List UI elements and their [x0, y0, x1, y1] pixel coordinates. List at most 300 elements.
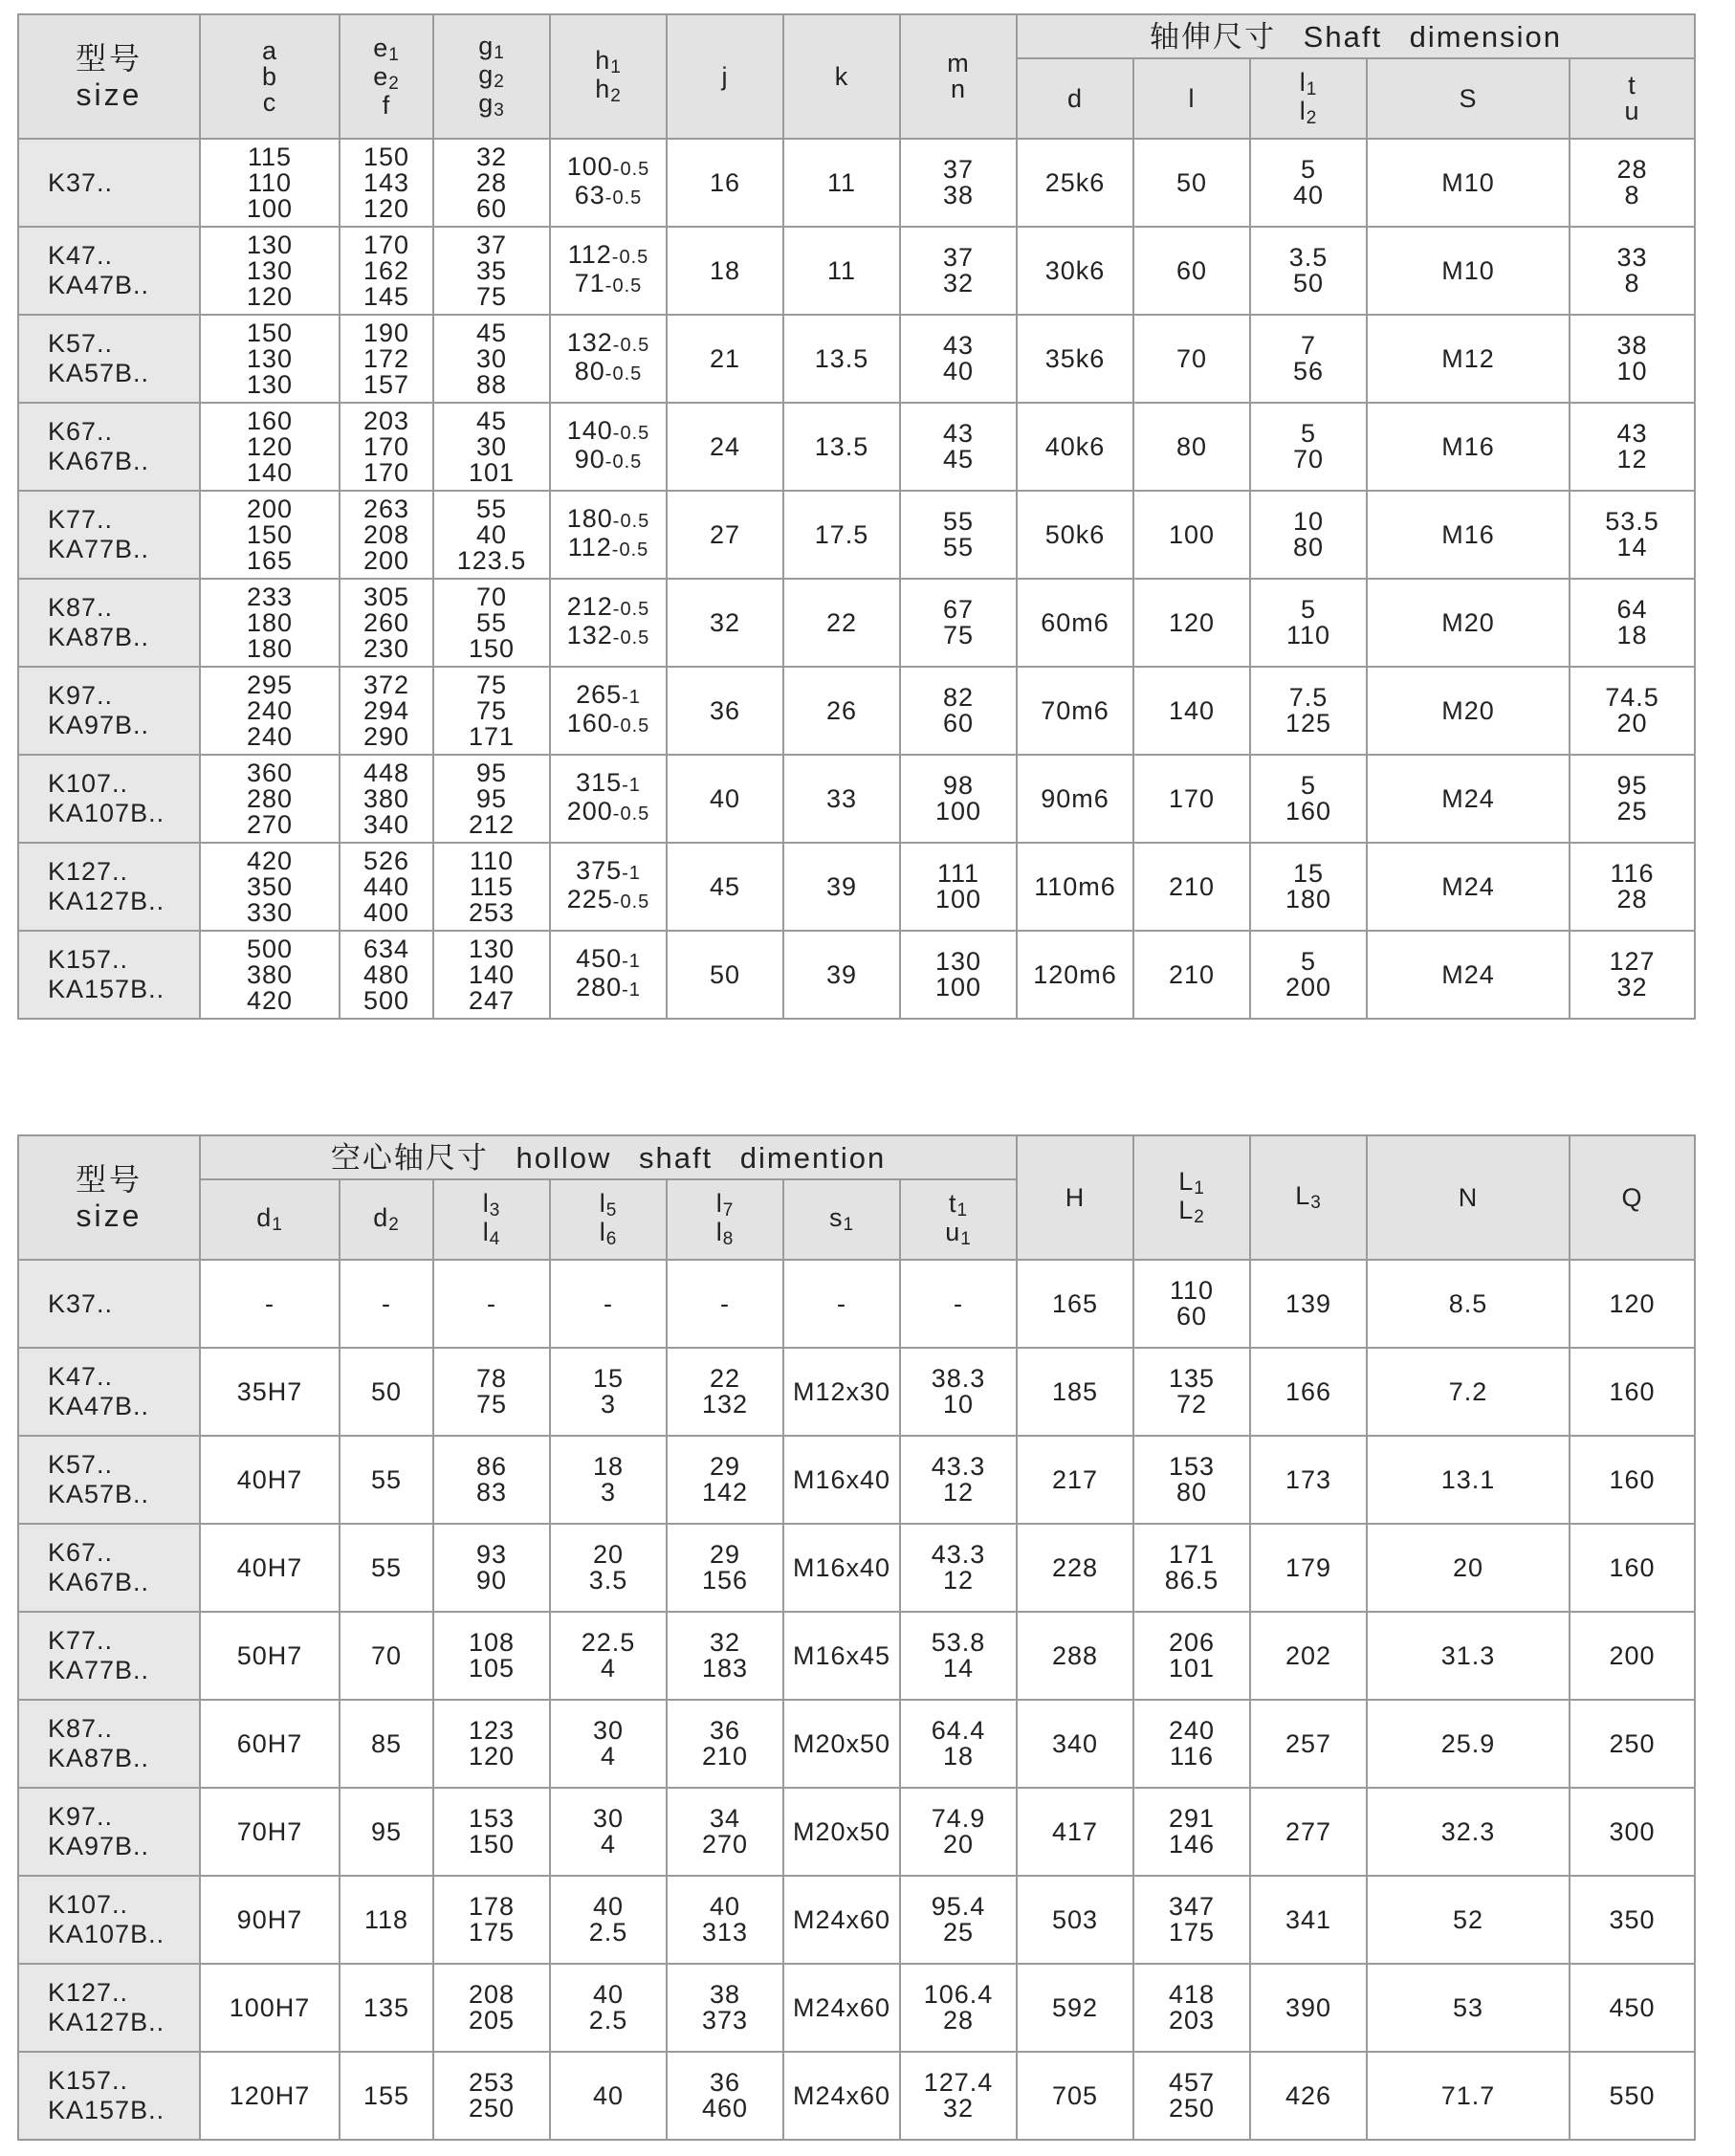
cell-l12-value: 5: [1300, 595, 1317, 624]
header-symbol: b: [261, 61, 278, 91]
cell-abc-value: 295: [246, 670, 294, 699]
header-symbol: $L_1$: [1178, 1167, 1205, 1199]
cell-tu: [1570, 579, 1695, 667]
cell-abc: [200, 579, 340, 667]
cell-s1-value: M24x60: [792, 2080, 891, 2110]
cell-s1: [783, 1788, 900, 1876]
cell-Q-value: 350: [1609, 1904, 1656, 1934]
cell-abc-value: 240: [246, 695, 294, 725]
cell-L3-value: 173: [1285, 1464, 1332, 1494]
header-ef: [340, 14, 433, 139]
cell-abc-value: 240: [246, 721, 294, 751]
cell-L12: [1133, 1260, 1250, 1348]
header-j: j: [667, 14, 783, 139]
cell-L3: [1250, 1876, 1367, 1964]
cell-l78: [667, 1260, 783, 1348]
cell-d1: [200, 1700, 340, 1788]
header-abc: [200, 14, 340, 139]
cell-l12: [1250, 755, 1367, 843]
cell-L3-value: 179: [1285, 1552, 1332, 1582]
cell-l12: [1250, 667, 1367, 755]
cell-mn: [900, 491, 1017, 579]
cell-l78: [667, 1700, 783, 1788]
cell-s-value: M12: [1441, 343, 1495, 373]
header-d: d: [1017, 58, 1133, 139]
cell-model: [18, 403, 200, 491]
cell-d: [1017, 755, 1133, 843]
cell-abc-value: 360: [246, 758, 294, 787]
cell-Q: [1570, 1436, 1695, 1524]
cell-s: [1367, 931, 1570, 1019]
cell-l78-value: 36: [709, 1716, 741, 1745]
cell-h-value: 315-1: [576, 768, 641, 797]
cell-tu-value: 74.5: [1605, 683, 1659, 712]
table-row: [18, 579, 1695, 667]
cell-mn-value: 98: [942, 771, 975, 800]
cell-d1-value: 90H7: [236, 1904, 303, 1934]
cell-s: [1367, 843, 1570, 931]
cell-Q: [1570, 1964, 1695, 2052]
header-size-cn: 型号: [75, 1162, 143, 1197]
cell-model-value: KA77B..: [48, 535, 150, 563]
cell-mn-value: 75: [942, 621, 975, 649]
cell-H: [1017, 1788, 1133, 1876]
cell-k: [783, 139, 900, 227]
cell-Q-value: 120: [1609, 1288, 1656, 1318]
cell-ef-value: 380: [362, 783, 410, 813]
cell-d2-value: 50: [370, 1376, 403, 1406]
cell-tu-value: 127: [1609, 947, 1656, 976]
cell-H: [1017, 1524, 1133, 1612]
cell-tu1-value: 106.4: [923, 1980, 994, 2009]
cell-l78-value: 29: [709, 1452, 741, 1481]
cell-g-value: 75: [475, 695, 508, 725]
cell-L12: [1133, 1876, 1250, 1964]
cell-d1-value: 60H7: [236, 1728, 303, 1758]
cell-g-value: 123.5: [456, 545, 527, 575]
header-symbol: f: [382, 90, 391, 120]
cell-mn: [900, 315, 1017, 403]
cell-L12-value: 135: [1169, 1364, 1216, 1393]
cell-g-value: 75: [475, 281, 508, 311]
header-symbol: $l_4$: [482, 1218, 501, 1249]
cell-s-value: M24: [1441, 783, 1495, 813]
cell-N: [1367, 1876, 1570, 1964]
cell-g-value: 140: [468, 959, 516, 989]
cell-l56: [550, 2052, 667, 2140]
cell-model-value: K87..: [48, 593, 114, 622]
cell-tu: [1570, 667, 1695, 755]
cell-tu1-value: 43.3: [931, 1452, 986, 1481]
cell-g-value: 70: [475, 582, 508, 611]
cell-abc: [200, 667, 340, 755]
cell-tu-value: 18: [1616, 621, 1648, 649]
cell-h: [550, 403, 667, 491]
table-row: [18, 1436, 1695, 1524]
cell-mn-value: 100: [934, 797, 982, 825]
cell-s1: [783, 1436, 900, 1524]
header-symbol: $l_7$: [715, 1189, 735, 1221]
cell-l: [1133, 403, 1250, 491]
cell-g: [433, 579, 550, 667]
cell-L12-value: 116: [1170, 1742, 1215, 1771]
cell-mn: [900, 667, 1017, 755]
cell-l12-value: 5: [1300, 419, 1317, 448]
cell-ef-value: 150: [362, 142, 410, 171]
cell-l12-value: 80: [1292, 533, 1325, 561]
shaft-dimension-table: [17, 13, 1696, 1020]
cell-L3: [1250, 1436, 1367, 1524]
cell-l-value: 70: [1175, 343, 1208, 373]
cell-j-value: 18: [709, 255, 741, 285]
cell-d2: [340, 1260, 433, 1348]
cell-l: [1133, 579, 1250, 667]
cell-d1-value: 50H7: [236, 1640, 303, 1670]
header-d2: $d_2$: [340, 1179, 433, 1260]
table-row: [18, 315, 1695, 403]
cell-l78: [667, 1788, 783, 1876]
cell-h-value: 80-0.5: [574, 357, 643, 385]
cell-d: [1017, 491, 1133, 579]
cell-model-value: K77..: [48, 1626, 114, 1655]
cell-H: [1017, 1436, 1133, 1524]
cell-s1-value: M24x60: [792, 1904, 891, 1934]
cell-tu: [1570, 315, 1695, 403]
cell-L3: [1250, 1700, 1367, 1788]
cell-ef-value: 263: [362, 494, 410, 523]
header-symbol: c: [262, 87, 277, 117]
header-symbol: $l_8$: [715, 1218, 735, 1249]
cell-g-value: 45: [475, 318, 508, 347]
cell-k-value: 11: [826, 167, 857, 197]
cell-tu-value: 28: [1616, 155, 1648, 184]
cell-l34-value: -: [487, 1288, 496, 1318]
cell-mn-value: 100: [934, 885, 982, 913]
cell-L3-value: 166: [1285, 1376, 1332, 1406]
cell-l34-value: 253: [468, 2068, 516, 2097]
cell-H: [1017, 1964, 1133, 2052]
table-row: [18, 1788, 1695, 1876]
cell-l12-value: 200: [1285, 973, 1332, 1001]
cell-l-value: 210: [1168, 871, 1216, 901]
table-row: [18, 227, 1695, 315]
cell-tu1: [900, 1876, 1017, 1964]
cell-mn-value: 40: [942, 357, 975, 385]
cell-k: [783, 227, 900, 315]
cell-k: [783, 843, 900, 931]
cell-l34-value: 153: [468, 1804, 516, 1833]
cell-g-value: 95: [475, 758, 508, 787]
cell-model: [18, 755, 200, 843]
cell-l56-value: 2.5: [588, 2006, 628, 2035]
cell-tu: [1570, 403, 1695, 491]
cell-L3: [1250, 2052, 1367, 2140]
cell-d2: [340, 1876, 433, 1964]
cell-H: [1017, 1700, 1133, 1788]
cell-d-value: 120m6: [1033, 959, 1117, 989]
cell-l78-value: 36: [709, 2068, 741, 2097]
header-hollow-group-cn: 空心轴尺寸: [330, 1140, 489, 1175]
cell-g-value: 110: [469, 846, 515, 875]
cell-tu-value: 8: [1624, 181, 1640, 209]
cell-l34: [433, 1700, 550, 1788]
cell-l56: [550, 1876, 667, 1964]
cell-abc-value: 130: [246, 343, 294, 373]
cell-s: [1367, 491, 1570, 579]
cell-model-value: K97..: [48, 681, 114, 710]
cell-j: [667, 843, 783, 931]
cell-h-value: 90-0.5: [574, 445, 643, 473]
cell-ef: [340, 755, 433, 843]
cell-d2: [340, 2052, 433, 2140]
cell-j-value: 32: [709, 607, 741, 637]
cell-abc-value: 380: [246, 959, 294, 989]
cell-L3-value: 390: [1285, 1992, 1332, 2022]
cell-N: [1367, 1700, 1570, 1788]
cell-k-value: 17.5: [814, 519, 869, 549]
cell-L12-value: 146: [1169, 1830, 1216, 1859]
cell-s1-value: M16x45: [792, 1640, 891, 1670]
cell-abc: [200, 139, 340, 227]
cell-l78-value: 156: [701, 1566, 749, 1595]
cell-l12-value: 160: [1285, 797, 1332, 825]
cell-l56-value: 40: [592, 1892, 625, 1921]
cell-d2-value: -: [382, 1288, 391, 1318]
cell-model-value: K127..: [48, 857, 129, 886]
cell-g-value: 88: [475, 369, 508, 399]
cell-Q: [1570, 1788, 1695, 1876]
cell-mn-value: 45: [942, 445, 975, 473]
cell-ef-value: 230: [362, 633, 410, 663]
cell-tu1-value: 64.4: [931, 1716, 986, 1745]
cell-s: [1367, 403, 1570, 491]
header-symbol: a: [261, 35, 278, 65]
cell-Q: [1570, 1260, 1695, 1348]
cell-model: [18, 1436, 200, 1524]
cell-ef: [340, 491, 433, 579]
cell-s-value: M10: [1441, 255, 1495, 285]
cell-ef: [340, 139, 433, 227]
cell-l78: [667, 1348, 783, 1436]
cell-l12-value: 5: [1300, 155, 1317, 184]
cell-model-value: K107..: [48, 769, 129, 798]
cell-ef-value: 200: [362, 545, 410, 575]
header-l56: [550, 1179, 667, 1260]
cell-l34: [433, 1260, 550, 1348]
cell-abc-value: 330: [246, 897, 294, 927]
cell-s1: [783, 1260, 900, 1348]
cell-Q: [1570, 1876, 1695, 1964]
cell-tu-value: 20: [1616, 709, 1648, 737]
cell-abc-value: 130: [246, 230, 294, 259]
cell-H-value: 705: [1052, 2080, 1099, 2110]
cell-l56-value: 3.5: [588, 1566, 628, 1595]
cell-k: [783, 755, 900, 843]
cell-abc-value: 160: [246, 406, 294, 435]
header-symbol: $h_1$: [595, 46, 622, 77]
cell-L12-value: 80: [1176, 1478, 1208, 1507]
cell-l34-value: 205: [468, 2006, 516, 2035]
cell-l12-value: 56: [1292, 357, 1325, 385]
cell-l78: [667, 1524, 783, 1612]
cell-l56: [550, 1260, 667, 1348]
cell-model: [18, 1964, 200, 2052]
cell-L12-value: 171: [1169, 1540, 1216, 1569]
header-tu: [1570, 58, 1695, 139]
cell-H: [1017, 1612, 1133, 1700]
cell-abc-value: 150: [246, 318, 294, 347]
cell-tu1-value: 28: [943, 2006, 975, 2035]
cell-j: [667, 403, 783, 491]
cell-abc-value: 140: [246, 457, 294, 487]
header-symbol: $e_1$: [373, 33, 400, 65]
cell-ef: [340, 315, 433, 403]
cell-abc-value: 270: [246, 809, 294, 839]
cell-l12-value: 7: [1300, 331, 1317, 360]
cell-j-value: 36: [709, 695, 741, 725]
cell-h: [550, 315, 667, 403]
table-row: [18, 1348, 1695, 1436]
header-size-cn: 型号: [75, 41, 143, 76]
cell-tu1: [900, 1348, 1017, 1436]
cell-h-value: 265-1: [576, 680, 641, 709]
header-size-en: size: [76, 1199, 143, 1233]
cell-l34-value: 93: [475, 1540, 508, 1569]
cell-g: [433, 491, 550, 579]
cell-mn-value: 100: [934, 973, 982, 1001]
cell-ef-value: 400: [362, 897, 410, 927]
cell-tu1-value: 127.4: [923, 2068, 994, 2097]
cell-abc-value: 200: [246, 494, 294, 523]
cell-g: [433, 403, 550, 491]
cell-g-value: 75: [475, 670, 508, 699]
cell-d2-value: 118: [363, 1904, 409, 1934]
cell-l: [1133, 315, 1250, 403]
cell-h-value: 140-0.5: [566, 416, 650, 445]
cell-ef-value: 340: [362, 809, 410, 839]
cell-l34-value: 123: [468, 1716, 516, 1745]
cell-j-value: 45: [709, 871, 741, 901]
cell-d2-value: 55: [370, 1464, 403, 1494]
cell-d-value: 25k6: [1044, 167, 1106, 197]
cell-l78-value: 183: [701, 1654, 749, 1683]
cell-abc-value: 420: [246, 985, 294, 1015]
cell-l12-value: 125: [1285, 709, 1332, 737]
cell-l78-value: 40: [709, 1892, 741, 1921]
cell-l34-value: 208: [468, 1980, 516, 2009]
cell-d2-value: 85: [370, 1728, 403, 1758]
cell-h: [550, 931, 667, 1019]
cell-g-value: 101: [468, 457, 516, 487]
cell-l56-value: -: [604, 1288, 613, 1318]
cell-ef-value: 120: [362, 193, 410, 223]
cell-h-value: 375-1: [576, 856, 641, 885]
cell-s1: [783, 2052, 900, 2140]
cell-H-value: 217: [1052, 1464, 1099, 1494]
cell-model-value: K37..: [48, 1288, 114, 1318]
table-row: [18, 1700, 1695, 1788]
cell-l56: [550, 1348, 667, 1436]
cell-l12: [1250, 491, 1367, 579]
cell-s: [1367, 667, 1570, 755]
cell-H-value: 340: [1052, 1728, 1099, 1758]
cell-abc-value: 165: [246, 545, 294, 575]
header-hollow-group: [200, 1135, 1017, 1179]
cell-model: [18, 139, 200, 227]
cell-l-value: 60: [1175, 255, 1208, 285]
table-row: [18, 755, 1695, 843]
cell-model: [18, 1700, 200, 1788]
cell-L3-value: 277: [1285, 1816, 1332, 1846]
cell-L3-value: 139: [1285, 1288, 1332, 1318]
cell-l12-value: 40: [1292, 181, 1325, 209]
cell-tu1-value: 25: [943, 1918, 975, 1947]
cell-ef-value: 305: [362, 582, 410, 611]
cell-s1-value: M20x50: [792, 1816, 891, 1846]
cell-model: [18, 2052, 200, 2140]
cell-d: [1017, 227, 1133, 315]
cell-abc: [200, 931, 340, 1019]
cell-k-value: 39: [825, 871, 858, 901]
cell-mn: [900, 931, 1017, 1019]
cell-abc-value: 130: [246, 255, 294, 285]
cell-Q: [1570, 2052, 1695, 2140]
cell-l12: [1250, 403, 1367, 491]
cell-ef-value: 290: [362, 721, 410, 751]
cell-model-value: K57..: [48, 329, 114, 358]
cell-l78-value: 270: [701, 1830, 749, 1859]
cell-g-value: 212: [468, 809, 516, 839]
cell-L12-value: 457: [1169, 2068, 1216, 2097]
cell-L12: [1133, 1612, 1250, 1700]
cell-ef-value: 480: [362, 959, 410, 989]
cell-l56: [550, 1612, 667, 1700]
cell-model: [18, 491, 200, 579]
cell-s1-value: M24x60: [792, 1992, 891, 2022]
cell-d2: [340, 1436, 433, 1524]
cell-tu-value: 10: [1616, 357, 1648, 385]
cell-k: [783, 403, 900, 491]
cell-ef-value: 170: [362, 457, 410, 487]
cell-l78-value: 132: [701, 1390, 749, 1419]
cell-tu: [1570, 227, 1695, 315]
cell-abc: [200, 843, 340, 931]
cell-model-value: KA107B..: [48, 1920, 165, 1948]
cell-Q-value: 250: [1609, 1728, 1656, 1758]
cell-l12-value: 180: [1285, 885, 1332, 913]
cell-H-value: 228: [1052, 1552, 1099, 1582]
cell-k: [783, 579, 900, 667]
hollow-table-body: [18, 1260, 1695, 2140]
cell-d-value: 40k6: [1044, 431, 1106, 461]
cell-l34: [433, 1612, 550, 1700]
header-hollow-group-en: hollow shaft dimention: [516, 1140, 887, 1175]
cell-tu1: [900, 1436, 1017, 1524]
cell-H: [1017, 1260, 1133, 1348]
cell-k-value: 22: [825, 607, 858, 637]
cell-s1-value: M16x40: [792, 1552, 891, 1582]
cell-abc: [200, 315, 340, 403]
cell-ef: [340, 931, 433, 1019]
header-h: [550, 14, 667, 139]
cell-l12: [1250, 139, 1367, 227]
cell-abc-value: 350: [246, 871, 294, 901]
cell-s: [1367, 227, 1570, 315]
cell-H-value: 417: [1052, 1816, 1099, 1846]
cell-L12-value: 418: [1169, 1980, 1216, 2009]
cell-l78: [667, 1612, 783, 1700]
cell-g-value: 55: [475, 607, 508, 637]
